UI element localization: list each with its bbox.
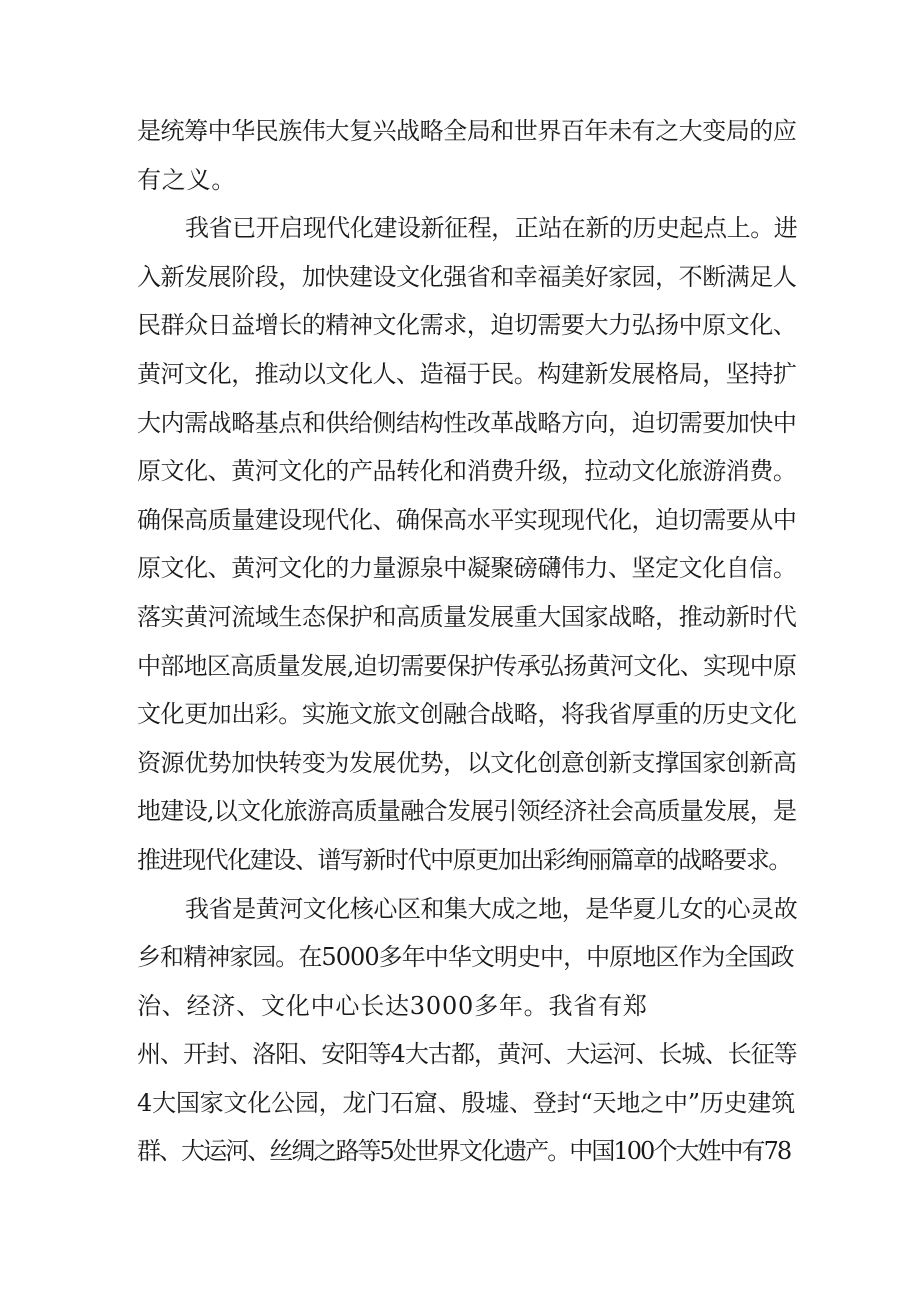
text-line: 治、经济、文化中心长达3000多年。我省有郑 <box>137 991 648 1020</box>
text-line: 州、开封、洛阳、安阳等4大古都，黄河、大运河、长城、长征等 <box>137 1040 797 1069</box>
text-line: 原文化、黄河文化的力量源泉中凝聚磅礴伟力、坚定文化自信。 <box>137 554 797 583</box>
text-line: 民群众日益增长的精神文化需求，迫切需要大力弘扬中原文化、 <box>137 311 797 340</box>
text-line: 我省已开启现代化建设新征程，正站在新的历史起点上。进 <box>185 214 798 243</box>
text-line: 乡和精神家园。在5000多年中华文明史中，中原地区作为全国政 <box>137 943 794 972</box>
text-line: 有之义。 <box>137 165 237 194</box>
text-line: 黄河文化，推动以文化人、造福于民。构建新发展格局，坚持扩 <box>137 359 797 388</box>
text-line: 入新发展阶段，加快建设文化强省和幸福美好家园，不断满足人 <box>137 262 797 291</box>
text-line: 文化更加出彩。实施文旅文创融合战略，将我省厚重的历史文化 <box>137 700 797 729</box>
text-line: 中部地区高质量发展,迫切需要保护传承弘扬黄河文化、实现中原 <box>137 651 797 680</box>
text-line: 地建设,以文化旅游高质量融合发展引领经济社会高质量发展，是 <box>137 797 797 826</box>
text-line: 群、大运河、丝绸之路等5处世界文化遗产。中国100个大姓中有78 <box>137 1137 791 1166</box>
text-line: 我省是黄河文化核心区和集大成之地，是华夏儿女的心灵故 <box>185 894 798 923</box>
body-text <box>137 107 797 1176</box>
text-line: 确保高质量建设现代化、确保高水平实现现代化，迫切需要从中 <box>137 505 797 534</box>
text-line: 是统筹中华民族伟大复兴战略全局和世界百年未有之大变局的应 <box>137 117 797 145</box>
text-line: 原文化、黄河文化的产品转化和消费升级，拉动文化旅游消费。 <box>137 457 797 486</box>
text-line: 资源优势加快转变为发展优势，以文化创意创新支撑国家创新高 <box>137 748 797 777</box>
text-line: 4大国家文化公园，龙门石窟、殷墟、登封“天地之中”历史建筑 <box>137 1088 796 1117</box>
text-line: 推进现代化建设、谱写新时代中原更加出彩绚丽篇章的战略要求。 <box>137 845 791 874</box>
text-line: 大内需战略基点和供给侧结构性改革战略方向，迫切需要加快中 <box>137 408 797 437</box>
text-line: 落实黄河流域生态保护和高质量发展重大国家战略，推动新时代 <box>137 602 797 631</box>
